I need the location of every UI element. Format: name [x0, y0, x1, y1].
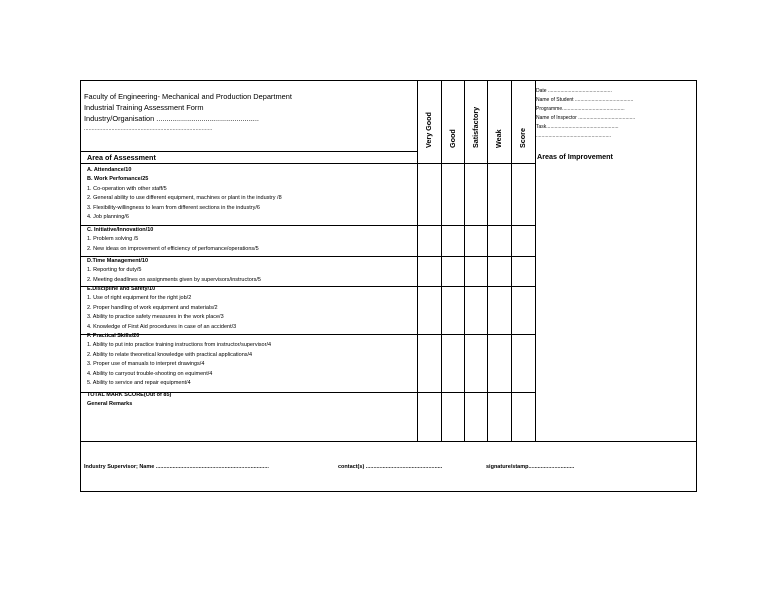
areas-of-improvement-heading: Areas of Improvement [537, 152, 613, 161]
industry-supervisor-field: Industry Supervisor; Name .......................................................................... [84, 464, 269, 470]
column-header-satisfactory: Satisfactory [471, 106, 480, 148]
assessment-item: 2. Meeting deadlines on assignments given by supervisors/instructors/5 [87, 276, 261, 283]
student-name-field: Name of Student .......................................... [536, 97, 634, 103]
assessment-item: 2. General ability to use different equipment, machines or plant in the industry /8 [87, 195, 282, 202]
total-mark-score: TOTAL MARK SCORE(Out of 85) [87, 392, 172, 398]
date-field: Date .............................................. [536, 88, 612, 94]
section-time-management [87, 257, 261, 285]
assessment-item: 3. Ability to practice safety measures in the work place/3 [87, 314, 224, 321]
grid-line [417, 81, 418, 441]
section-title: E.Discipline and Safety/10 [87, 286, 156, 292]
assessment-item: 3. Proper use of manuals to interpret drawings/4 [87, 361, 205, 368]
form-header-faculty: Faculty of Engineering- Mechanical and Production Department [84, 92, 292, 101]
area-of-assessment-heading: Area of Assessment [87, 153, 156, 162]
section-attendance-title: A. Attendance/10 [87, 167, 132, 173]
grid-line [81, 163, 535, 164]
assessment-item: 5. Ability to service and repair equipment/4 [87, 380, 191, 387]
assessment-item: 1. Use of right equipment for the right job/2 [87, 295, 192, 302]
assessment-item: 2. New ideas on improvement of efficiency of perfomance/operations/5 [87, 245, 259, 252]
column-header-score: Score [518, 128, 527, 148]
column-header-good: Good [448, 129, 457, 148]
assessment-item: 2. Ability to relate theoretical knowledge with practical applications/4 [87, 351, 253, 358]
section-title: D.Time Management/10 [87, 258, 149, 264]
section-title: F. Practical Skills/20 [87, 333, 140, 339]
assessment-item: 4. Ability to carryout trouble-shooting on equiment/4 [87, 370, 213, 377]
form-header-industry: Industry/Organisation .................................................. [84, 114, 259, 123]
programme-field: Programme............................................. [536, 106, 625, 112]
signature-stamp-field: signature/stamp.............................. [486, 464, 575, 470]
assessment-item: 1. Reporting for duty/5 [87, 267, 142, 274]
assessment-item: 3. Flexibility-willingness to learn from different sections in the industry/6 [87, 204, 260, 211]
section-initiative [87, 226, 259, 254]
assessment-item: 2. Proper handling of work equipment and materials/2 [87, 304, 218, 311]
assessment-item: 4. Job planning/6 [87, 214, 129, 221]
section-title: B. Work Perfomance/25 [87, 176, 149, 183]
task-field-continued: ...................................................... [536, 133, 612, 139]
form-header-title: Industrial Training Assessment Form [84, 103, 204, 112]
assessment-item: 1. Ability to put into practice training instructions from instructor/supervisor/4 [87, 342, 272, 349]
grid-line [535, 81, 536, 441]
grid-line [81, 441, 696, 442]
grid-line [464, 81, 465, 441]
assessment-item: 4. Knowledge of First Aid procedures in case of an accident/3 [87, 323, 237, 330]
grid-line [441, 81, 442, 441]
grid-line [487, 81, 488, 441]
general-remarks-label: General Remarks [87, 401, 133, 408]
assessment-form [80, 80, 697, 492]
total-remarks-block [87, 391, 171, 410]
section-discipline-safety [87, 285, 236, 332]
column-header-weak: Weak [494, 129, 503, 148]
assessment-item: 1. Problem solving /5 [87, 236, 139, 243]
grid-line [81, 151, 417, 152]
section-work-performance [87, 166, 282, 222]
assessment-item: 1. Co-operation with other staff/5 [87, 185, 167, 192]
section-practical-skills [87, 332, 271, 388]
column-header-very-good: Very Good [424, 112, 433, 148]
contact-field: contact(s) .................................................. [338, 464, 443, 470]
task-field: Task.................................................... [536, 124, 619, 130]
grid-line [511, 81, 512, 441]
section-title: C. Initiative/Innovation/10 [87, 227, 154, 233]
inspector-name-field: Name of Inspector ......................................... [536, 115, 636, 121]
form-header-dotted-line: .................................................................................... [84, 126, 213, 132]
